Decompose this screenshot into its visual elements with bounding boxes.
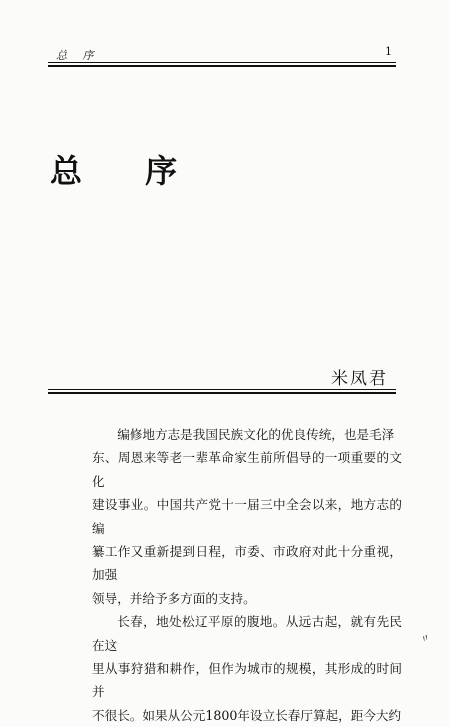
body-line: 长春，地处松辽平原的腹地。从远古起，就有先民在这 [92, 614, 402, 653]
running-header: 总 序 [56, 49, 100, 62]
page-number: 1 [385, 45, 392, 58]
header-rule-thick [48, 65, 396, 67]
chapter-title: 总 序 [50, 152, 204, 190]
body-line: 建设事业。中国共产党十一届三中全会以来，地方志的编 [92, 497, 402, 536]
body-line: 不很长。如果从公元1800年设立长春厅算起，距今大约 [92, 707, 402, 723]
body-line: 领导，并给予多方面的支持。 [92, 590, 256, 606]
author-name: 米凤君 [331, 369, 388, 389]
body-line: 编修地方志是我国民族文化的优良传统，也是毛泽 [117, 427, 395, 442]
body-line: 纂工作又重新提到日程，市委、市政府对此十分重视，加强 [92, 544, 402, 583]
author-rule-thin [48, 389, 396, 390]
margin-mark: 〃 [418, 631, 434, 647]
body-line: 里从事狩猎和耕作，但作为城市的规模，其形成的时间并 [92, 661, 402, 700]
body-line: 东、周恩来等老一辈革命家生前所倡导的一项重要的文化 [92, 450, 402, 489]
author-rule-thick [48, 392, 396, 394]
header-rule-thin [48, 62, 396, 63]
body-text [92, 423, 402, 727]
